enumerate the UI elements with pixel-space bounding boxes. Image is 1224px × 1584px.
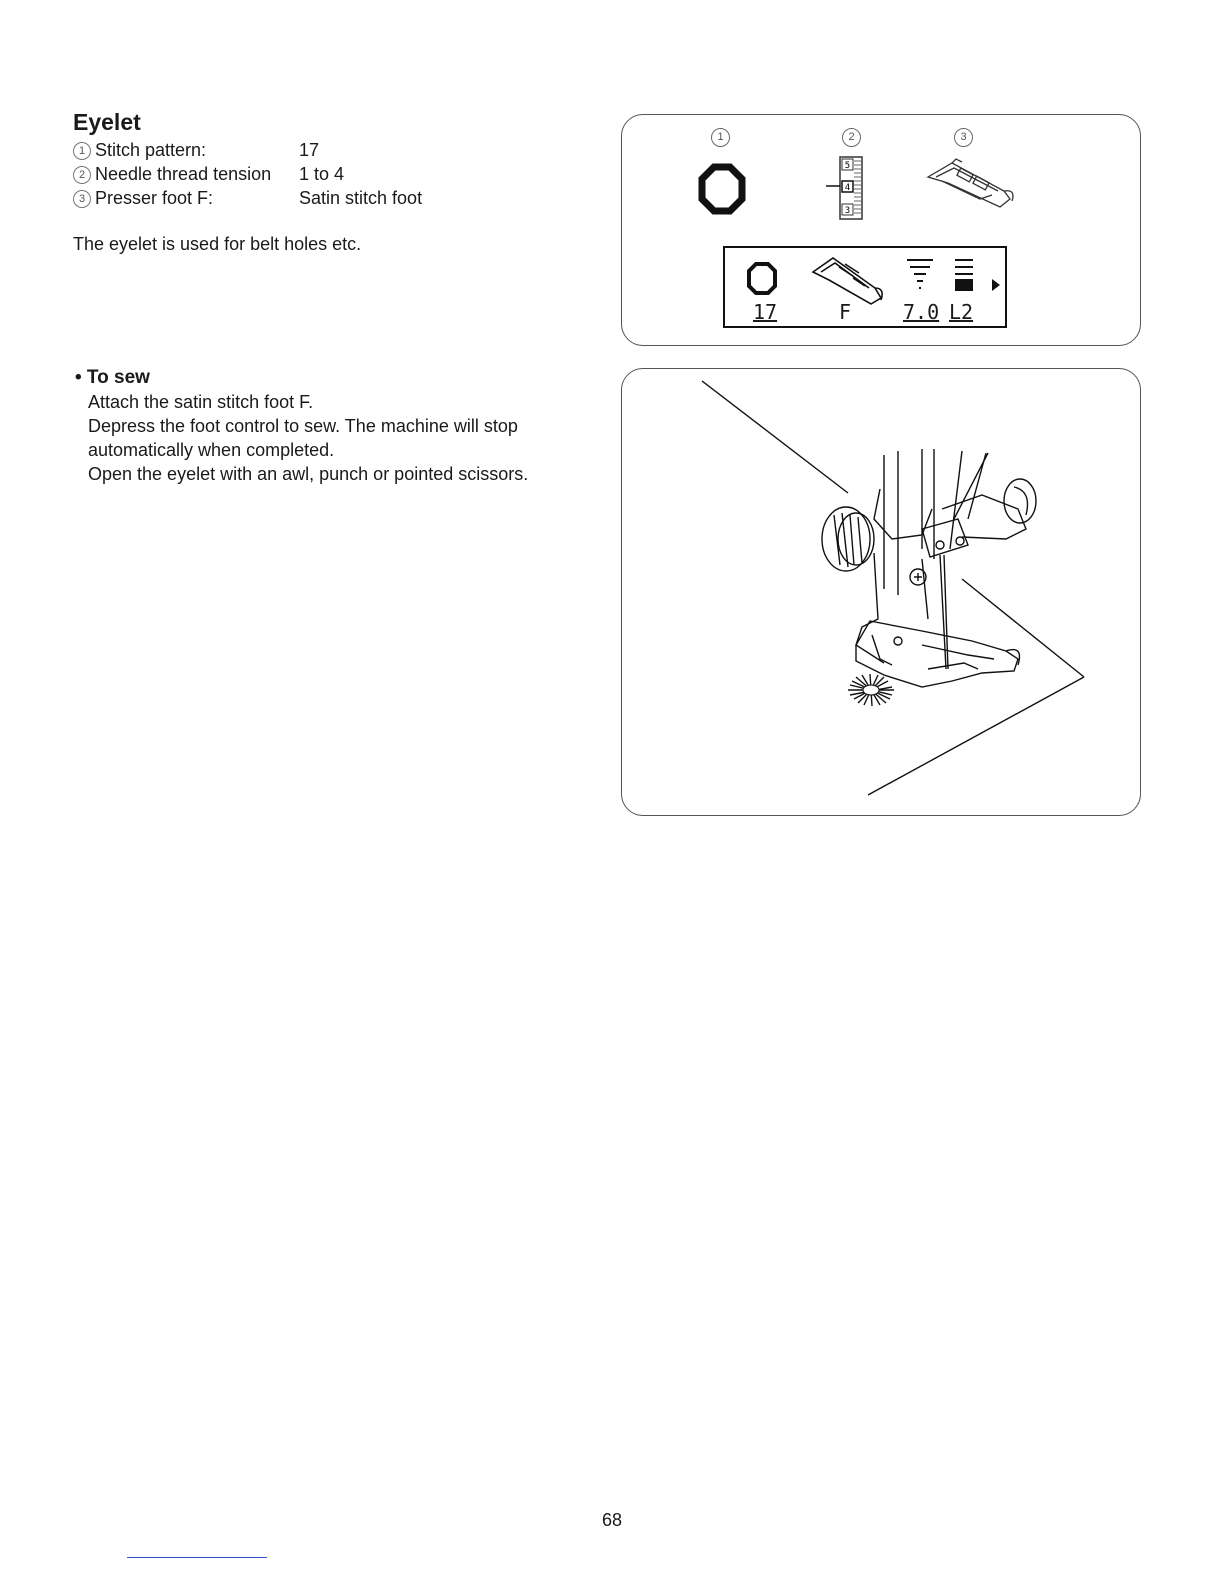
to-sew-section	[75, 366, 595, 486]
lcd-width-value: 7.0	[903, 300, 940, 324]
page-title: Eyelet	[73, 109, 141, 135]
spec-stitch-pattern	[73, 138, 320, 162]
to-sew-heading: • To sew	[75, 367, 150, 388]
tension-dial-icon	[822, 155, 872, 221]
spec-number: 3	[73, 190, 91, 208]
spec-label: Needle thread tension	[95, 164, 272, 184]
callout-2: 2	[842, 128, 861, 147]
scroll-right-icon	[991, 278, 1001, 292]
to-sew-line: automatically when completed.	[88, 440, 335, 460]
dial-mark: 4	[844, 183, 851, 193]
settings-figure	[621, 114, 1141, 346]
footer-divider	[127, 1557, 267, 1558]
spec-value: 1 to 4	[299, 164, 345, 184]
lcd-pattern-number: 17	[753, 300, 778, 324]
spec-number: 2	[73, 166, 91, 184]
lcd-length-value: L2	[949, 300, 974, 324]
presser-foot-icon	[922, 157, 1018, 213]
spec-value: Satin stitch foot	[299, 188, 423, 208]
to-sew-line: Depress the foot control to sew. The machine will stop	[88, 416, 518, 436]
to-sew-line: Open the eyelet with an awl, punch or pointed scissors.	[88, 464, 529, 484]
to-sew-line: Attach the satin stitch foot F.	[88, 392, 314, 412]
page-number: 68	[601, 1510, 623, 1530]
lcd-display	[723, 246, 1007, 328]
presser-foot-sewing-drawing	[622, 369, 1140, 815]
callout-3: 3	[954, 128, 973, 147]
dial-mark: 3	[844, 206, 851, 216]
callout-1: 1	[711, 128, 730, 147]
spec-thread-tension	[73, 162, 345, 186]
sewing-illustration	[621, 368, 1141, 816]
dial-mark: 5	[844, 161, 851, 171]
spec-value: 17	[299, 140, 320, 160]
stitch-width-icon	[905, 256, 935, 296]
spec-number: 1	[73, 142, 91, 160]
lcd-foot-letter: F	[839, 300, 852, 324]
spec-presser-foot	[73, 186, 423, 210]
stitch-length-icon	[953, 256, 975, 296]
spec-label: Presser foot F:	[95, 188, 214, 208]
lcd-eyelet-icon	[745, 260, 779, 298]
description-text: The eyelet is used for belt holes etc.	[73, 234, 362, 254]
spec-label: Stitch pattern:	[95, 140, 207, 160]
eyelet-pattern-icon	[698, 161, 746, 217]
